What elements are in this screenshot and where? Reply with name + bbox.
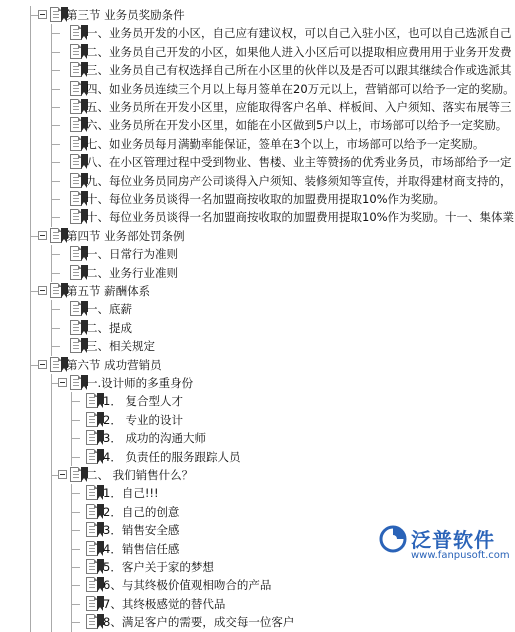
collapse-toggle-icon[interactable] (38, 231, 47, 240)
tree-node[interactable] (0, 80, 515, 98)
tree-connector (51, 392, 52, 410)
tree-connector (51, 448, 52, 466)
tree-connector (30, 227, 31, 245)
tree-connector (30, 116, 31, 134)
tree-connector (72, 493, 80, 494)
tree-node-label: 二、业务行业准则 (86, 265, 178, 280)
collapse-toggle-icon[interactable] (38, 286, 47, 295)
tree-connector (52, 328, 60, 329)
tree-connector (52, 346, 60, 347)
tree-node[interactable] (0, 245, 505, 263)
tree-connector (51, 503, 52, 521)
tree-connector (72, 512, 80, 513)
tree-node[interactable] (0, 503, 505, 521)
tree-node[interactable] (0, 576, 505, 594)
tree-node[interactable] (0, 411, 505, 429)
tree-node[interactable] (0, 153, 512, 171)
tree-node[interactable] (0, 392, 505, 410)
tree-connector (30, 503, 31, 521)
tree-node[interactable] (0, 613, 505, 631)
tree-section-node[interactable] (0, 227, 505, 245)
tree-connector (51, 153, 52, 171)
tree-connector (30, 392, 31, 410)
tree-node-label: 三、相关规定 (86, 339, 155, 354)
tree-connector (30, 80, 31, 98)
tree-node-label: 4．销售信任感 (103, 541, 180, 556)
tree-connector (51, 374, 52, 392)
tree-node[interactable] (0, 98, 512, 116)
tree-node-label: 2．自己的创意 (103, 504, 180, 519)
tree-connector (30, 374, 31, 392)
tree-connector (30, 319, 31, 337)
tree-section-node[interactable] (0, 356, 505, 374)
tree-connector (30, 135, 31, 153)
tree-node-label: 二、提成 (86, 320, 132, 335)
tree-node[interactable] (0, 429, 505, 447)
tree-connector (72, 585, 80, 586)
tree-node-label: 六、业务员所在开发小区里，如能在小区做到5户以上，市场部可以给予一定奖励。 (86, 118, 508, 133)
tree-node[interactable] (0, 337, 505, 355)
tree-connector (52, 89, 60, 90)
tree-connector (51, 540, 52, 558)
tree-connector (30, 337, 31, 355)
tree-connector (30, 172, 31, 190)
collapse-toggle-icon[interactable] (38, 360, 47, 369)
tree-node-label: 二、 我们销售什么？ (86, 468, 194, 482)
tree-connector (72, 457, 80, 458)
tree-node[interactable] (0, 24, 512, 42)
tree-connector (51, 429, 52, 447)
tree-connector (52, 217, 60, 218)
tree-connector (72, 622, 80, 623)
tree-connector (51, 595, 52, 613)
tree-connector (71, 613, 72, 631)
tree-connector (51, 319, 52, 337)
tree-connector (51, 521, 52, 539)
tree-node-label: 8、满足客户的需要，成交每一位客户 (103, 615, 295, 630)
tree-connector (71, 595, 72, 613)
tree-connector (51, 558, 52, 576)
tree-connector (72, 438, 80, 439)
tree-node-label: 6、与其终极价值观相吻合的产品 (103, 578, 272, 593)
tree-node[interactable] (0, 448, 505, 466)
tree-node[interactable] (0, 300, 505, 318)
fanpu-logo-icon (379, 525, 407, 553)
tree-connector (51, 98, 52, 116)
tree-node-label: 一、日常行为准则 (86, 247, 178, 262)
tree-connector (71, 411, 72, 429)
tree-section-node[interactable] (0, 282, 505, 300)
tree-node[interactable] (0, 116, 508, 134)
tree-connector (71, 484, 72, 502)
tree-connector (71, 576, 72, 594)
tree-connector (72, 567, 80, 568)
tree-connector (30, 15, 38, 16)
tree-node-label: 第四节 业务部处罚条例 (66, 228, 185, 243)
tree-connector (30, 291, 38, 292)
tree-connector (30, 356, 31, 374)
tree-connector (30, 448, 31, 466)
tree-connector (51, 172, 52, 190)
tree-node-label: 3．销售安全感 (103, 523, 180, 538)
tree-connector (30, 484, 31, 502)
tree-node-label: 九、每位业务员同房产公司谈得入户须知、装修须知等宣传，并取得建材商支持的， (86, 173, 512, 188)
tree-connector (30, 24, 31, 42)
tree-connector (51, 264, 52, 282)
tree-node-label: 1． 复合型人才 (103, 394, 183, 409)
tree-connector (30, 43, 31, 61)
tree-node[interactable] (0, 61, 512, 79)
tree-node-label: 3． 成功的沟通大师 (103, 431, 206, 446)
tree-connector (30, 521, 31, 539)
watermark-url: www.fanpusoft.com (411, 550, 510, 561)
tree-connector (72, 420, 80, 421)
tree-connector (52, 52, 60, 53)
tree-connector (51, 24, 52, 42)
tree-node-label: 一.设计师的多重身份 (86, 376, 194, 390)
tree-connector (30, 595, 31, 613)
tree-node-label: 7、其终极感觉的替代品 (103, 596, 226, 611)
watermark (379, 523, 510, 567)
tree-connector (30, 466, 31, 484)
tree-connector (71, 558, 72, 576)
tree-node-label: 第三节 业务员奖励条件 (66, 8, 185, 22)
tree-connector (52, 199, 60, 200)
tree-node-label: 八、在小区管理过程中受到物业、售楼、业主等赞扬的优秀业务员，市场部给予一定 (86, 155, 512, 170)
tree-connector (30, 190, 31, 208)
tree-connector (30, 6, 31, 24)
tree-node-label: 三、业务员自己有权选择自己所在小区里的伙伴以及是否可以跟其继续合作或选派其 (86, 63, 512, 78)
tree-connector (51, 411, 52, 429)
tree-node[interactable] (0, 595, 505, 613)
tree-connector (51, 245, 52, 263)
tree-node[interactable] (0, 135, 505, 153)
tree-connector (71, 521, 72, 539)
tree-connector (71, 540, 72, 558)
tree-node-label: 四、如业务员连续三个月以上每月签单在20万元以上，营销部可以给予一定的奖励。 (86, 81, 515, 96)
tree-connector (30, 429, 31, 447)
tree-connector (30, 558, 31, 576)
tree-node[interactable] (0, 190, 505, 208)
tree-connector (72, 604, 80, 605)
tree-connector (51, 61, 52, 79)
tree-connector (30, 613, 31, 631)
tree-connector (52, 181, 60, 182)
tree-node[interactable] (0, 319, 505, 337)
tree-connector (51, 208, 52, 226)
tree-connector (72, 549, 80, 550)
tree-connector (72, 401, 80, 402)
tree-connector (51, 116, 52, 134)
tree-connector (52, 70, 60, 71)
collapse-toggle-icon[interactable] (58, 378, 67, 387)
tree-node-label: 十、每位业务员谈得一名加盟商按收取的加盟费用提取10%作为奖励。 (86, 192, 446, 206)
tree-connector (30, 576, 31, 594)
tree-connector (30, 365, 38, 366)
tree-connector (51, 337, 52, 355)
tree-connector (30, 540, 31, 558)
tree-connector (30, 411, 31, 429)
tree-node-label: 一、底薪 (86, 302, 132, 317)
tree-node[interactable] (0, 484, 505, 502)
tree-connector (30, 264, 31, 282)
collapse-toggle-icon[interactable] (38, 10, 47, 19)
tree-connector (52, 144, 60, 145)
tree-connector (52, 33, 60, 34)
tree-node[interactable] (0, 466, 505, 484)
tree-node[interactable] (0, 172, 512, 190)
tree-connector (52, 125, 60, 126)
tree-section-node[interactable] (0, 6, 505, 24)
tree-node-label: 二、业务员自己开发的小区，如果他人进入小区后可以提取相应费用用于业务开发费 (86, 44, 512, 59)
tree-connector (51, 190, 52, 208)
tree-connector (71, 503, 72, 521)
tree-connector (30, 61, 31, 79)
tree-node-label: 4． 负责任的服务跟踪人员 (103, 449, 241, 464)
tree-connector (30, 98, 31, 116)
tree-connector (51, 576, 52, 594)
tree-connector (51, 300, 52, 318)
tree-connector (30, 245, 31, 263)
tree-connector (71, 429, 72, 447)
tree-node-label: 5．客户关于家的梦想 (103, 560, 214, 574)
tree-node-label: 2． 专业的设计 (103, 412, 183, 427)
tree-connector (30, 282, 31, 300)
tree-node-label: 第六节 成功营销员 (66, 357, 162, 372)
tree-connector (52, 273, 60, 274)
tree-connector (72, 530, 80, 531)
tree-connector (52, 162, 60, 163)
watermark-title: 泛普软件 (411, 528, 495, 552)
tree-node-label: 五、业务员所在开发小区里，应能取得客户名单、样板间、入户须知、落实布展等三 (86, 100, 512, 114)
tree-connector (51, 80, 52, 98)
tree-node-label: 1．自己!!! (103, 486, 159, 501)
tree-connector (30, 236, 38, 237)
tree-connector (52, 107, 60, 108)
tree-connector (51, 466, 52, 484)
tree-connector (71, 448, 72, 466)
tree-node[interactable] (0, 43, 512, 61)
tree-node-label: 七、如业务员每月满勤率能保证，签单在3个以上，市场部可以给予一定奖励。 (86, 136, 485, 151)
tree-connector (30, 300, 31, 318)
tree-node[interactable] (0, 374, 505, 392)
tree-node-label: 一、业务员开发的小区，自己应有建议权，可以自己入驻小区，也可以自己选派自己 (86, 26, 512, 41)
tree-connector (30, 208, 31, 226)
tree-connector (52, 254, 60, 255)
tree-node-label: 十、每位业务员谈得一名加盟商按收取的加盟费用提取10%作为奖励。十一、集体業 (86, 210, 515, 225)
tree-connector (52, 309, 60, 310)
tree-connector (51, 135, 52, 153)
tree-node[interactable] (0, 264, 505, 282)
tree-connector (71, 392, 72, 410)
tree-node[interactable] (0, 208, 515, 226)
tree-node-label: 第五节 薪酬体系 (66, 284, 151, 298)
collapse-toggle-icon[interactable] (58, 470, 67, 479)
tree-connector (51, 484, 52, 502)
tree-connector (30, 153, 31, 171)
tree-connector (51, 43, 52, 61)
tree-connector (51, 613, 52, 631)
